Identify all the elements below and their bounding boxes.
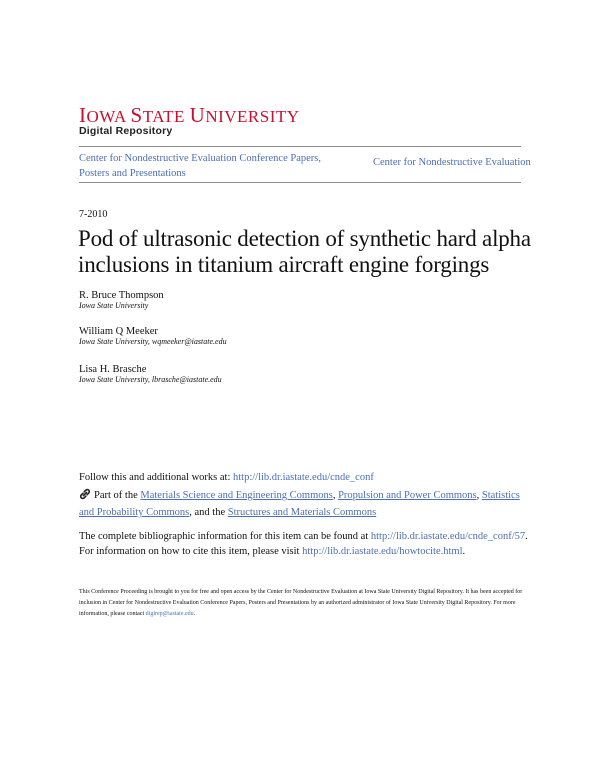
author-name: Lisa H. Brasche [79, 364, 147, 375]
commons-link[interactable]: Materials Science and Engineering Commons [140, 490, 333, 501]
author-name: R. Bruce Thompson [79, 290, 164, 301]
biblio-prefix: The complete bibliographic information for this item can be found at [79, 531, 371, 542]
author-affiliation [79, 301, 164, 310]
divider-top [79, 146, 521, 147]
university-logo [79, 105, 300, 126]
footnote [79, 587, 529, 620]
link-icon [79, 488, 91, 505]
follow-prefix: Follow this and additional works at: [79, 472, 233, 483]
author-block [79, 364, 222, 384]
author-affiliation: Iowa State University, wqmeeker@iastate.edu [79, 337, 227, 346]
author-block [79, 326, 227, 346]
affiliation-name: Iowa State University [79, 337, 148, 346]
repository-name: Digital Repository [79, 125, 173, 137]
bibliographic-info [79, 529, 529, 559]
separator: , [332, 490, 339, 501]
footnote-text: This Conference Proceeding is brought to you for free and open access by the Center for Nondestructive Evaluation at Iowa State University Digital Repository. It has been accepted for inclusion in Center for Nondestructive Evaluation Conference Papers, Posters and Presentations by an authorized administrator of Iowa State University Digital Repository. For more information, please contact [79, 589, 523, 617]
biblio-suffix: . [462, 546, 466, 557]
footnote-suffix: . [193, 611, 196, 617]
separator: , [476, 490, 482, 501]
part-of-prefix: Part of the [94, 490, 141, 501]
item-link[interactable]: http://lib.dr.iastate.edu/cnde_conf/57 [370, 531, 526, 542]
author-email: lbrasche@iastate.edu [151, 375, 222, 384]
series-link[interactable]: Center for Nondestructive Evaluation Conference Papers, Posters and Presentations [79, 153, 321, 179]
divider-bottom [79, 182, 521, 183]
collection-link[interactable]: Center for Nondestructive Evaluation [373, 157, 531, 168]
commons-link[interactable]: Structures and Materials Commons [227, 507, 377, 518]
author-block [79, 290, 164, 310]
and-text: , and the [189, 507, 228, 518]
follow-link[interactable]: http://lib.dr.iastate.edu/cnde_conf [233, 472, 374, 483]
commons-link[interactable]: Propulsion and Power Commons [338, 490, 477, 501]
university-name: IOWA STATE UNIVERSITY [79, 103, 300, 127]
biblio-middle: . For information on how to cite this item, please visit [79, 531, 528, 557]
contact-email-link[interactable]: digirep@iastate.edu [145, 611, 194, 617]
publication-date: 7-2010 [79, 209, 108, 220]
affiliation-name: Iowa State University [79, 375, 148, 384]
author-name: William Q Meeker [79, 326, 158, 337]
howtocite-link[interactable]: http://lib.dr.iastate.edu/howtocite.html [302, 546, 463, 557]
follow-line [79, 472, 374, 483]
part-of-block [79, 488, 529, 520]
document-title: Pod of ultrasonic detection of synthetic hard alpha inclusions in titanium aircraft engine forgings [78, 226, 531, 277]
affiliation-name: Iowa State University [79, 301, 149, 310]
author-affiliation: Iowa State University, lbrasche@iastate.edu [79, 375, 222, 384]
author-email: wqmeeker@iastate.edu [151, 337, 227, 346]
commons-link[interactable]: Statistics and Probability Commons [79, 490, 520, 518]
